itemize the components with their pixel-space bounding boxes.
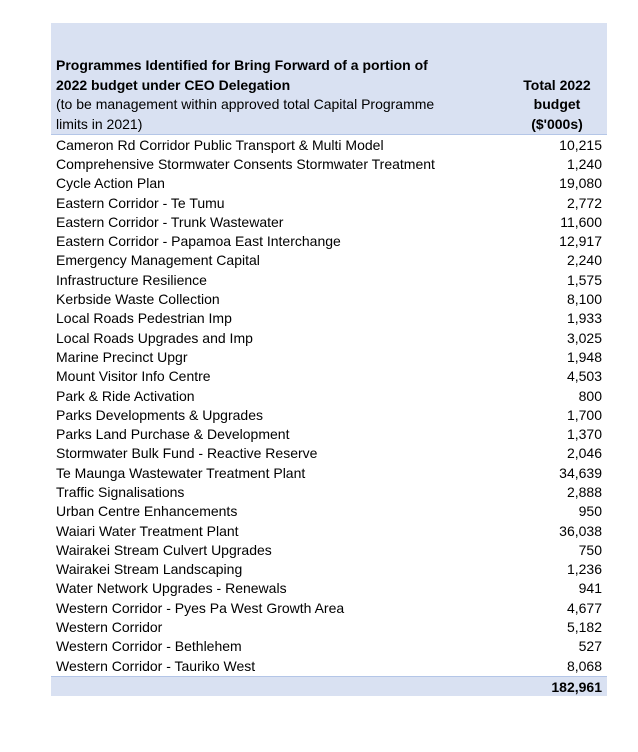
programme-name: Mount Visitor Info Centre xyxy=(56,368,211,385)
programme-name: Eastern Corridor - Papamoa East Interchange xyxy=(56,233,341,250)
header-budget-line-3: ($'000s) xyxy=(531,115,583,132)
table-row xyxy=(51,174,607,193)
programme-name: Cameron Rd Corridor Public Transport & Multi Model xyxy=(56,136,384,153)
table-row xyxy=(51,309,607,328)
programme-name: Cycle Action Plan xyxy=(56,175,165,192)
budget-value: 1,933 xyxy=(566,310,602,327)
budget-value: 36,038 xyxy=(559,522,602,539)
programme-name: Western Corridor - Tauriko West xyxy=(56,657,256,674)
budget-value: 5,182 xyxy=(566,619,602,636)
table-row xyxy=(51,135,607,154)
table-body xyxy=(51,135,607,675)
table-header xyxy=(51,23,607,135)
table-row xyxy=(51,656,607,675)
table-row xyxy=(51,328,607,347)
header-note-line-2: limits in 2021) xyxy=(56,115,143,132)
budget-value: 1,948 xyxy=(566,348,602,365)
table-row xyxy=(51,482,607,501)
programme-name: Western Corridor - Bethlehem xyxy=(56,638,242,655)
table-row xyxy=(51,637,607,656)
header-note-line-1: (to be management within approved total Capital Programme xyxy=(56,96,435,112)
budget-value: 3,025 xyxy=(566,329,602,346)
budget-value: 800 xyxy=(578,387,602,404)
header-programmes-column xyxy=(56,56,496,134)
table-row xyxy=(51,444,607,463)
programme-name: Parks Developments & Upgrades xyxy=(56,406,263,423)
table-row xyxy=(51,463,607,482)
table-row xyxy=(51,540,607,559)
table-row xyxy=(51,617,607,636)
budget-value: 2,772 xyxy=(566,194,602,211)
table-row xyxy=(51,212,607,231)
budget-value: 750 xyxy=(578,541,602,558)
programme-name: Wairakei Stream Culvert Upgrades xyxy=(56,541,272,558)
programme-name: Wairakei Stream Landscaping xyxy=(56,561,243,578)
programme-name: Western Corridor xyxy=(56,619,163,636)
budget-value: 1,240 xyxy=(566,155,602,172)
budget-value: 1,700 xyxy=(566,406,602,423)
table-row xyxy=(51,270,607,289)
programme-name: Parks Land Purchase & Development xyxy=(56,426,290,443)
header-title-line-2: 2022 budget under CEO Delegation xyxy=(56,76,291,93)
budget-value: 8,100 xyxy=(566,291,602,308)
budget-value: 11,600 xyxy=(560,213,602,230)
total-row xyxy=(51,676,607,696)
table-row xyxy=(51,424,607,443)
table-row xyxy=(51,579,607,598)
budget-value: 2,888 xyxy=(566,483,602,500)
programme-name: Eastern Corridor - Trunk Wastewater xyxy=(56,213,284,230)
programme-name: Park & Ride Activation xyxy=(56,387,195,404)
programme-name: Kerbside Waste Collection xyxy=(56,291,220,308)
budget-value: 1,236 xyxy=(566,561,602,578)
budget-value: 1,370 xyxy=(566,426,602,443)
budget-value: 2,240 xyxy=(566,252,602,269)
programme-name: Emergency Management Capital xyxy=(56,252,260,269)
programme-name: Eastern Corridor - Te Tumu xyxy=(56,194,225,211)
table-row xyxy=(51,386,607,405)
programme-name: Waiari Water Treatment Plant xyxy=(56,522,239,539)
budget-value: 10,215 xyxy=(559,136,602,153)
total-value: 182,961 xyxy=(551,678,602,695)
budget-value: 19,080 xyxy=(559,175,602,192)
table-row xyxy=(51,367,607,386)
programme-name: Infrastructure Resilience xyxy=(56,271,207,288)
table-row xyxy=(51,405,607,424)
programme-name: Local Roads Upgrades and Imp xyxy=(56,329,253,346)
programme-name: Urban Centre Enhancements xyxy=(56,503,238,520)
programme-name: Local Roads Pedestrian Imp xyxy=(56,310,232,327)
header-title-line-1: Programmes Identified for Bring Forward of a portion of xyxy=(56,57,428,73)
budget-table xyxy=(51,23,607,696)
programme-name: Western Corridor - Pyes Pa West Growth Area xyxy=(56,599,345,616)
budget-value: 8,068 xyxy=(566,657,602,674)
header-budget-line-1: Total 2022 xyxy=(523,76,591,93)
budget-value: 950 xyxy=(578,503,602,520)
table-row xyxy=(51,193,607,212)
programme-name: Water Network Upgrades - Renewals xyxy=(56,580,287,597)
budget-value: 941 xyxy=(578,580,602,597)
table-row xyxy=(51,289,607,308)
table-row xyxy=(51,502,607,521)
programme-name: Stormwater Bulk Fund - Reactive Reserve xyxy=(56,445,318,462)
table-row xyxy=(51,154,607,173)
budget-value: 34,639 xyxy=(559,464,602,481)
table-row xyxy=(51,251,607,270)
programme-name: Te Maunga Wastewater Treatment Plant xyxy=(56,464,306,481)
table-row xyxy=(51,560,607,579)
header-budget-column xyxy=(507,76,607,135)
programme-name: Comprehensive Stormwater Consents Stormwater Treatment xyxy=(56,155,435,172)
budget-value: 4,503 xyxy=(566,368,602,385)
budget-value: 12,917 xyxy=(559,233,602,250)
programme-name: Marine Precinct Upgr xyxy=(56,348,188,365)
budget-value: 1,575 xyxy=(566,271,602,288)
budget-value: 2,046 xyxy=(566,445,602,462)
table-row xyxy=(51,521,607,540)
programme-name: Traffic Signalisations xyxy=(56,483,185,500)
table-row xyxy=(51,231,607,250)
budget-value: 4,677 xyxy=(566,599,602,616)
budget-value: 527 xyxy=(578,638,602,655)
header-budget-line-2: budget xyxy=(533,96,581,112)
table-row xyxy=(51,347,607,366)
table-row xyxy=(51,598,607,617)
